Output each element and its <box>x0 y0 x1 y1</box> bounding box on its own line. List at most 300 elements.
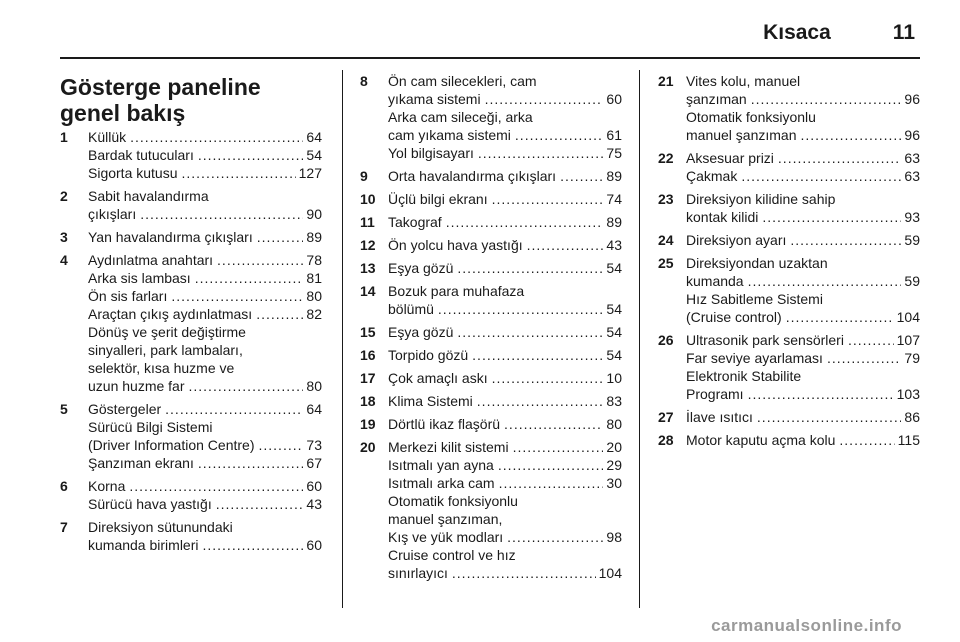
entry-text: Direksiyon sütunundaki <box>88 519 233 535</box>
entry-text: çıkışları <box>88 206 137 222</box>
entry-number: 15 <box>360 324 376 340</box>
dot-leader <box>189 377 304 395</box>
dot-leader <box>478 144 604 162</box>
dot-leader <box>446 213 604 231</box>
page-ref: 43 <box>306 496 322 512</box>
entry-line <box>388 492 622 510</box>
dot-leader <box>256 305 303 323</box>
dot-leader <box>438 300 604 318</box>
page-number: 11 <box>892 21 915 44</box>
entry-number: 18 <box>360 393 376 409</box>
entry-number: 1 <box>60 129 68 145</box>
dot-leader <box>457 323 603 341</box>
entry-text: Hız Sabitleme Sistemi <box>686 291 823 307</box>
entry-line <box>388 438 622 456</box>
index-entry <box>658 231 920 249</box>
index-entry <box>360 213 622 231</box>
entry-number: 3 <box>60 229 68 245</box>
entry-text: Arka sis lambası <box>88 270 191 286</box>
dot-leader <box>507 528 603 546</box>
entry-number: 5 <box>60 401 68 417</box>
entry-text: kumanda birimleri <box>88 537 199 553</box>
entry-line <box>388 546 622 564</box>
entry-line <box>88 251 322 269</box>
page-ref: 86 <box>904 409 920 425</box>
entry-line <box>388 323 622 341</box>
entry-number: 25 <box>658 255 674 271</box>
index-entry <box>360 323 622 341</box>
dot-leader <box>513 438 604 456</box>
dot-leader <box>485 90 604 108</box>
entry-line <box>88 228 322 246</box>
entry-lines <box>686 431 920 449</box>
entry-text: Aksesuar prizi <box>686 150 774 166</box>
dot-leader <box>165 400 303 418</box>
entry-line <box>88 205 322 223</box>
entry-line <box>388 190 622 208</box>
page-ref: 54 <box>606 324 622 340</box>
dot-leader <box>499 474 604 492</box>
dot-leader <box>762 208 901 226</box>
entry-text: Sigorta kutusu <box>88 165 178 181</box>
page-ref: 80 <box>606 416 622 432</box>
page-ref: 20 <box>606 439 622 455</box>
watermark: carmanualsonline.info <box>711 616 902 635</box>
dot-leader <box>182 164 296 182</box>
entry-text: Torpido gözü <box>388 347 469 363</box>
entry-text: Otomatik fonksiyonlu <box>388 493 518 509</box>
page-ref: 90 <box>306 206 322 222</box>
entry-line <box>388 108 622 126</box>
entry-lines <box>388 190 622 208</box>
entry-text: Göstergeler <box>88 401 162 417</box>
dot-leader <box>130 128 303 146</box>
entry-line <box>88 436 322 454</box>
entry-line <box>88 400 322 418</box>
entry-lines <box>388 369 622 387</box>
entry-number: 28 <box>658 432 674 448</box>
dot-leader <box>257 228 304 246</box>
entry-number: 13 <box>360 260 376 276</box>
dot-leader <box>259 436 304 454</box>
entry-text: Direksiyon ayarı <box>686 232 787 248</box>
entry-lines <box>686 190 920 226</box>
entry-number: 9 <box>360 168 368 184</box>
entry-line <box>88 454 322 472</box>
page-ref: 54 <box>606 347 622 363</box>
entry-number: 14 <box>360 283 376 299</box>
entry-text: Dönüş ve şerit değiştirme <box>88 324 246 340</box>
dot-leader <box>748 385 894 403</box>
dot-leader <box>457 259 603 277</box>
index-entry <box>60 400 322 472</box>
entry-line <box>88 495 322 513</box>
entry-line <box>388 259 622 277</box>
entry-text: Ön yolcu hava yastığı <box>388 237 523 253</box>
entry-text: (Cruise control) <box>686 309 782 325</box>
entry-list <box>360 72 622 582</box>
entry-line <box>388 144 622 162</box>
page-ref: 96 <box>904 127 920 143</box>
page-ref: 103 <box>896 386 920 402</box>
entry-number: 16 <box>360 347 376 363</box>
entry-line <box>388 236 622 254</box>
index-entry <box>360 415 622 433</box>
page-ref: 79 <box>904 350 920 366</box>
index-entry <box>60 477 322 513</box>
page-ref: 104 <box>598 565 622 581</box>
index-entry <box>60 228 322 246</box>
entry-text: cam yıkama sistemi <box>388 127 511 143</box>
entry-text: yıkama sistemi <box>388 91 481 107</box>
page-ref: 63 <box>904 168 920 184</box>
entry-text: Üçlü bilgi ekranı <box>388 191 488 207</box>
entry-line <box>686 90 920 108</box>
dot-leader <box>216 495 304 513</box>
page-ref: 73 <box>306 437 322 453</box>
entry-text: kontak kilidi <box>686 209 759 225</box>
entry-line <box>388 474 622 492</box>
entry-lines <box>686 72 920 144</box>
entry-lines <box>388 236 622 254</box>
entry-text: manuel şanzıman <box>686 127 797 143</box>
entry-number: 20 <box>360 439 376 455</box>
entry-number: 27 <box>658 409 674 425</box>
dot-leader <box>492 190 604 208</box>
entry-text: Ön sis farları <box>88 288 168 304</box>
entry-line <box>388 167 622 185</box>
chapter-title: Kısaca <box>763 21 831 44</box>
entry-lines <box>388 323 622 341</box>
entry-lines <box>388 72 622 162</box>
page-header <box>763 18 915 48</box>
dot-leader <box>129 477 303 495</box>
page-ref: 107 <box>896 332 920 348</box>
entry-text: Isıtmalı arka cam <box>388 475 495 491</box>
entry-text: Motor kaputu açma kolu <box>686 432 836 448</box>
dot-leader <box>786 308 894 326</box>
entry-text: Isıtmalı yan ayna <box>388 457 494 473</box>
entry-line <box>686 72 920 90</box>
entry-lines <box>388 259 622 277</box>
entry-line <box>88 305 322 323</box>
page-ref: 75 <box>606 145 622 161</box>
entry-number: 24 <box>658 232 674 248</box>
index-entry <box>60 128 322 182</box>
dot-leader <box>202 536 303 554</box>
entry-line <box>686 208 920 226</box>
entry-text: sınırlayıcı <box>388 565 448 581</box>
page-ref: 80 <box>306 288 322 304</box>
entry-line <box>88 323 322 341</box>
entry-lines <box>88 518 322 554</box>
dot-leader <box>217 251 303 269</box>
page-ref: 93 <box>904 209 920 225</box>
column-divider <box>639 70 640 608</box>
entry-lines <box>88 228 322 246</box>
page-ref: 96 <box>904 91 920 107</box>
entry-line <box>388 456 622 474</box>
entry-line <box>88 287 322 305</box>
index-entry <box>360 392 622 410</box>
entry-text: bölümü <box>388 301 434 317</box>
dot-leader <box>751 90 902 108</box>
entry-lines <box>388 438 622 582</box>
page-ref: 115 <box>897 432 920 448</box>
entry-number: 11 <box>360 214 375 230</box>
dot-leader <box>560 167 603 185</box>
entry-text: Şanzıman ekranı <box>88 455 194 471</box>
entry-text: Korna <box>88 478 126 494</box>
entry-lines <box>388 392 622 410</box>
entry-line <box>388 126 622 144</box>
page-ref: 29 <box>606 457 622 473</box>
page-ref: 59 <box>904 273 920 289</box>
entry-line <box>686 331 920 349</box>
entry-line <box>88 187 322 205</box>
entry-line <box>388 90 622 108</box>
entry-lines <box>686 331 920 403</box>
entry-line <box>88 164 322 182</box>
index-entry <box>360 190 622 208</box>
page-ref: 30 <box>606 475 622 491</box>
column-1 <box>60 72 322 559</box>
entry-line <box>388 282 622 300</box>
dot-leader <box>790 231 901 249</box>
entry-lines <box>388 213 622 231</box>
entry-line <box>88 536 322 554</box>
index-entry <box>360 282 622 318</box>
dot-leader <box>504 415 603 433</box>
entry-text: Programı <box>686 386 744 402</box>
index-entry <box>658 254 920 326</box>
dot-leader <box>515 126 604 144</box>
entry-number: 26 <box>658 332 674 348</box>
index-entry <box>60 518 322 554</box>
entry-text: Ultrasonik park sensörleri <box>686 332 844 348</box>
entry-text: Elektronik Stabilite <box>686 368 802 384</box>
entry-line <box>388 346 622 364</box>
entry-number: 8 <box>360 73 368 89</box>
entry-text: Orta havalandırma çıkışları <box>388 168 557 184</box>
dot-leader <box>757 408 902 426</box>
entry-lines <box>686 408 920 426</box>
index-entry <box>360 72 622 162</box>
entry-line <box>88 518 322 536</box>
entry-text: Aydınlatma anahtarı <box>88 252 214 268</box>
column-divider <box>342 70 343 608</box>
entry-line <box>388 213 622 231</box>
entry-text: Direksiyondan uzaktan <box>686 255 828 271</box>
entry-text: İlave ısıtıcı <box>686 409 753 425</box>
dot-leader <box>171 287 303 305</box>
entry-text: uzun huzme far <box>88 378 185 394</box>
page-ref: 74 <box>606 191 622 207</box>
page-ref: 89 <box>306 229 322 245</box>
entry-line <box>686 349 920 367</box>
entry-number: 23 <box>658 191 674 207</box>
page-ref: 10 <box>606 370 622 386</box>
header-rule <box>60 57 920 59</box>
entry-text: Eşya gözü <box>388 324 454 340</box>
entry-lines <box>686 149 920 185</box>
entry-line <box>686 385 920 403</box>
index-entry <box>360 346 622 364</box>
entry-text: Takograf <box>388 214 442 230</box>
entry-line <box>388 415 622 433</box>
entry-text: Küllük <box>88 129 127 145</box>
page-ref: 81 <box>306 270 322 286</box>
entry-line <box>686 190 920 208</box>
entry-text: şanzıman <box>686 91 747 107</box>
entry-line <box>388 510 622 528</box>
dot-leader <box>848 331 894 349</box>
dot-leader <box>198 146 304 164</box>
entry-text: Bozuk para muhafaza <box>388 283 525 299</box>
entry-line <box>388 72 622 90</box>
entry-lines <box>388 346 622 364</box>
entry-text: Direksiyon kilidine sahip <box>686 191 836 207</box>
entry-line <box>686 108 920 126</box>
entry-text: Klima Sistemi <box>388 393 473 409</box>
entry-number: 7 <box>60 519 68 535</box>
page-ref: 80 <box>306 378 322 394</box>
dot-leader <box>198 454 304 472</box>
page-ref: 104 <box>896 309 920 325</box>
entry-text: Cruise control ve hız <box>388 547 516 563</box>
entry-text: Sürücü hava yastığı <box>88 496 212 512</box>
dot-leader <box>839 431 894 449</box>
entry-line <box>686 308 920 326</box>
entry-number: 6 <box>60 478 68 494</box>
entry-number: 10 <box>360 191 376 207</box>
entry-text: Çakmak <box>686 168 738 184</box>
page-ref: 54 <box>306 147 322 163</box>
entry-line <box>686 272 920 290</box>
page-ref: 60 <box>306 537 322 553</box>
page-ref: 54 <box>606 301 622 317</box>
column-3 <box>658 72 920 454</box>
entry-text: manuel şanzıman, <box>388 511 503 527</box>
page-ref: 98 <box>606 529 622 545</box>
dot-leader <box>778 149 902 167</box>
dot-leader <box>140 205 303 223</box>
dot-leader <box>827 349 901 367</box>
entry-line <box>686 149 920 167</box>
entry-text: Sürücü Bilgi Sistemi <box>88 419 213 435</box>
entry-text: sinyalleri, park lambaları, <box>88 342 243 358</box>
dot-leader <box>472 346 603 364</box>
entry-line <box>88 377 322 395</box>
entry-line <box>686 126 920 144</box>
entry-line <box>686 290 920 308</box>
entry-text: selektör, kısa huzme ve <box>88 360 235 376</box>
dot-leader <box>498 456 604 474</box>
entry-text: Kış ve yük modları <box>388 529 504 545</box>
page-ref: 89 <box>606 168 622 184</box>
index-entry <box>658 72 920 144</box>
index-entry <box>658 431 920 449</box>
page-ref: 60 <box>606 91 622 107</box>
page-ref: 127 <box>298 165 322 181</box>
entry-text: Yol bilgisayarı <box>388 145 474 161</box>
entry-line <box>686 167 920 185</box>
page-ref: 63 <box>904 150 920 166</box>
entry-list <box>60 128 322 554</box>
entry-line <box>88 418 322 436</box>
entry-line <box>388 300 622 318</box>
entry-line <box>686 254 920 272</box>
index-entry <box>658 331 920 403</box>
entry-lines <box>686 231 920 249</box>
index-entry <box>60 187 322 223</box>
entry-lines <box>388 282 622 318</box>
entry-number: 22 <box>658 150 674 166</box>
dot-leader <box>748 272 902 290</box>
page-ref: 59 <box>904 232 920 248</box>
dot-leader <box>741 167 901 185</box>
entry-lines <box>388 167 622 185</box>
entry-line <box>686 367 920 385</box>
entry-line <box>686 231 920 249</box>
entry-text: Arka cam sileceği, arka <box>388 109 533 125</box>
column-2 <box>360 72 622 587</box>
page-ref: 61 <box>606 127 622 143</box>
dot-leader <box>452 564 596 582</box>
page-ref: 83 <box>606 393 622 409</box>
index-entry <box>360 438 622 582</box>
dot-leader <box>527 236 604 254</box>
entry-lines <box>88 477 322 513</box>
entry-line <box>88 128 322 146</box>
page-ref: 82 <box>306 306 322 322</box>
index-entry <box>360 236 622 254</box>
page-ref: 43 <box>606 237 622 253</box>
entry-lines <box>388 415 622 433</box>
entry-lines <box>88 400 322 472</box>
dot-leader <box>492 369 604 387</box>
entry-text: (Driver Information Centre) <box>88 437 255 453</box>
page-ref: 78 <box>306 252 322 268</box>
dot-leader <box>477 392 604 410</box>
index-entry <box>658 149 920 185</box>
page-ref: 67 <box>306 455 322 471</box>
entry-text: Eşya gözü <box>388 260 454 276</box>
dot-leader <box>801 126 902 144</box>
entry-number: 17 <box>360 370 376 386</box>
entry-number: 19 <box>360 416 376 432</box>
entry-line <box>88 269 322 287</box>
page-ref: 64 <box>306 129 322 145</box>
entry-number: 21 <box>658 73 674 89</box>
entry-list <box>658 72 920 449</box>
entry-number: 12 <box>360 237 376 253</box>
entry-text: Vites kolu, manuel <box>686 73 801 89</box>
entry-text: Far seviye ayarlaması <box>686 350 823 366</box>
section-title: Gösterge paneline genel bakış <box>60 74 261 126</box>
entry-text: Ön cam silecekleri, cam <box>388 73 537 89</box>
entry-text: Merkezi kilit sistemi <box>388 439 509 455</box>
entry-line <box>88 341 322 359</box>
entry-line <box>88 146 322 164</box>
page-ref: 60 <box>306 478 322 494</box>
page-ref: 64 <box>306 401 322 417</box>
entry-text: Sabit havalandırma <box>88 188 209 204</box>
entry-line <box>686 431 920 449</box>
entry-line <box>388 369 622 387</box>
entry-lines <box>686 254 920 326</box>
entry-line <box>388 564 622 582</box>
